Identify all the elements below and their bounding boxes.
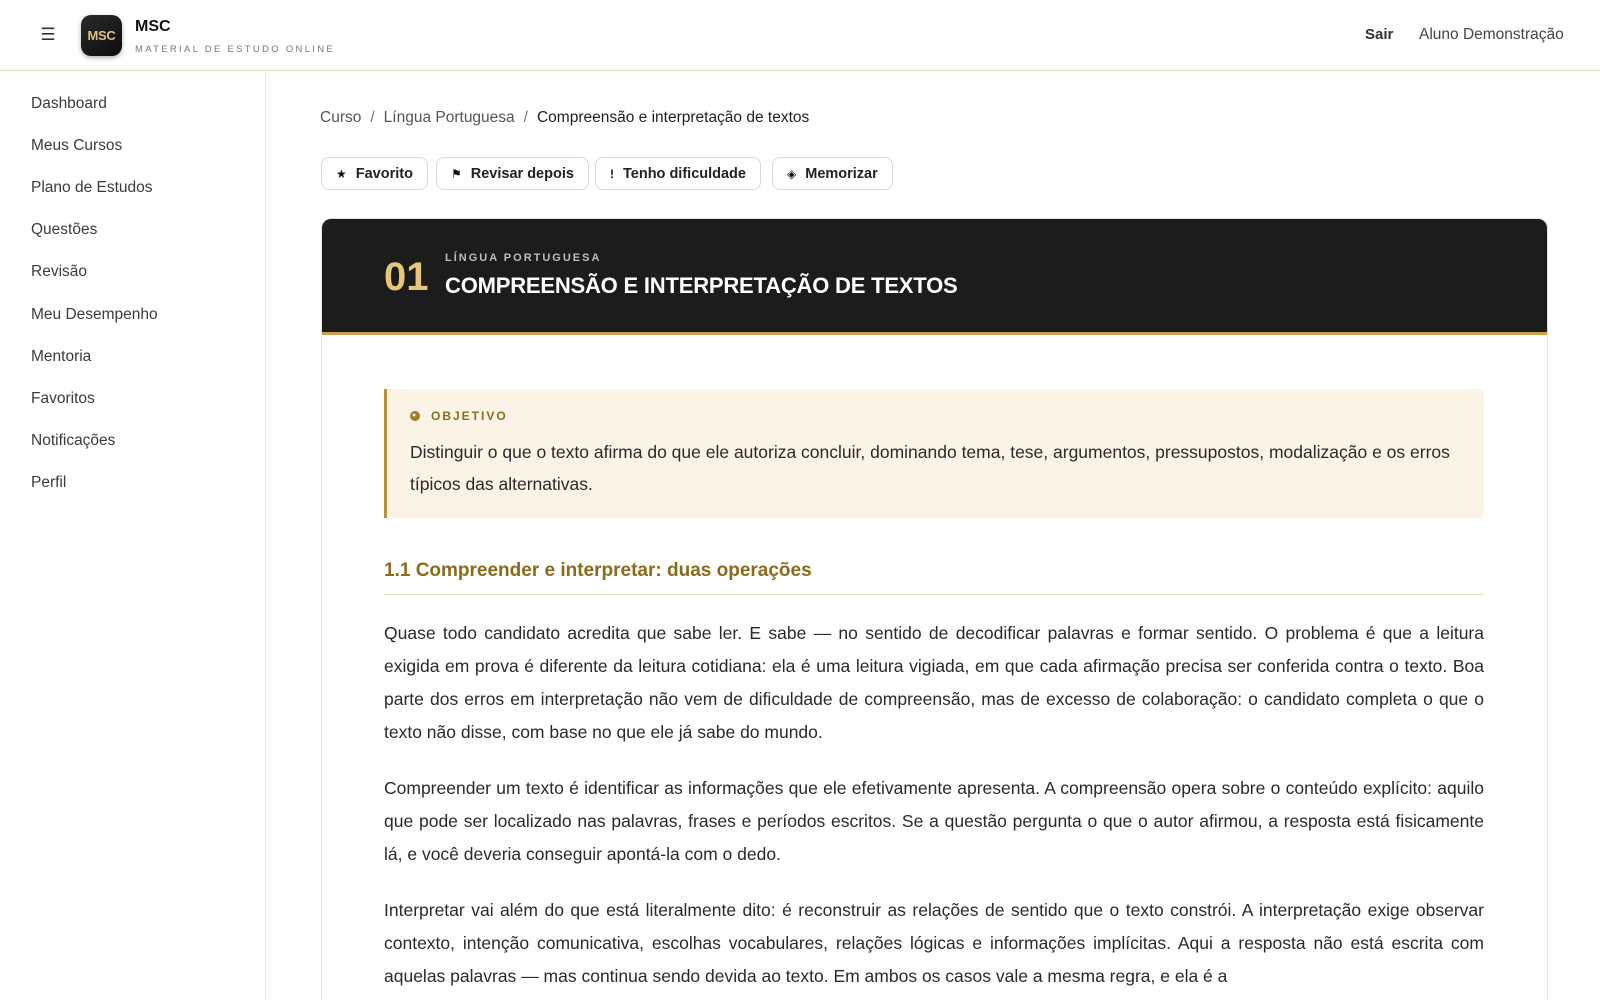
- favorite-button[interactable]: [321, 157, 428, 190]
- breadcrumb-separator: /: [370, 109, 375, 126]
- sidebar-item-notificacoes[interactable]: Notificações: [31, 432, 116, 449]
- sidebar: [0, 71, 266, 1000]
- sidebar-item-meus-cursos[interactable]: Meus Cursos: [31, 137, 123, 154]
- sidebar-item-questoes[interactable]: Questões: [31, 221, 98, 238]
- brand-name: MSC: [135, 18, 171, 35]
- chapter-header: [322, 219, 1547, 335]
- diamond-icon: ◈: [787, 166, 797, 181]
- sidebar-item-perfil[interactable]: Perfil: [31, 474, 67, 491]
- brand-tagline: MATERIAL DE ESTUDO ONLINE: [135, 44, 336, 55]
- sidebar-item-dashboard[interactable]: Dashboard: [31, 95, 107, 112]
- objective-label: [410, 409, 508, 423]
- chapter-number: 01: [384, 255, 429, 299]
- review-later-button[interactable]: [436, 157, 589, 190]
- breadcrumb-separator: /: [523, 109, 528, 126]
- review-later-button-label: Revisar depois: [470, 165, 574, 182]
- user-menu[interactable]: Aluno Demonstração: [1419, 26, 1564, 43]
- hamburger-menu-icon[interactable]: ☰: [40, 25, 56, 44]
- target-icon: ●: [411, 412, 419, 419]
- logout-button[interactable]: Sair: [1365, 26, 1394, 43]
- breadcrumb-curso[interactable]: Curso: [320, 109, 362, 126]
- sidebar-item-mentoria[interactable]: Mentoria: [31, 348, 92, 365]
- lesson-card: [321, 218, 1548, 1000]
- chapter-subject: LÍNGUA PORTUGUESA: [445, 252, 602, 264]
- objective-box: [384, 389, 1484, 518]
- memorize-button[interactable]: [772, 157, 893, 190]
- paragraph: Interpretar vai além do que está literalmente dito: é reconstruir as relações de sentido que o texto constrói. A interpretação exige observar contexto, intenção comunicativa, escolhas vocabulares, relações lógicas e informações implícitas. Aqui a resposta não está escrita com aquelas palavras — mas continua sendo devida ao texto. Em ambos os casos vale a mesma regra, e ela é a: [384, 900, 1484, 986]
- top-bar: [0, 0, 1600, 71]
- breadcrumb-lingua-portuguesa[interactable]: Língua Portuguesa: [383, 109, 515, 126]
- favorite-button-label: Favorito: [355, 165, 413, 182]
- flag-icon: ⚑: [451, 166, 462, 181]
- difficulty-button[interactable]: [595, 157, 761, 190]
- breadcrumb-current: Compreensão e interpretação de textos: [536, 109, 810, 126]
- sidebar-item-favoritos[interactable]: Favoritos: [31, 390, 95, 407]
- brand-logo[interactable]: MSC: [81, 15, 122, 56]
- sidebar-item-plano-de-estudos[interactable]: Plano de Estudos: [31, 179, 153, 196]
- paragraph: Quase todo candidato acredita que sabe ler. E sabe — no sentido de decodificar palavras e formar sentido. O problema é que a leitura exigida em prova é diferente da leitura cotidiana: ela é uma leitura vigiada, em que cada afirmação precisa ser conferida contra o texto. Boa parte dos erros em interpretação não vem de dificuldade de compreensão, mas de excesso de colaboração: o candidato completa o que o texto não disse, com base no que ele já sabe do mundo.: [384, 623, 1484, 742]
- paragraph: Compreender um texto é identificar as informações que ele efetivamente apresenta. A compreensão opera sobre o conteúdo explícito: aquilo que pode ser localizado nas palavras, frases e períodos escritos. Se a questão pergunta o que o autor afirmou, a resposta está fisicamente lá, e você deveria conseguir apontá-la com o dedo.: [384, 778, 1484, 864]
- objective-text: Distinguir o que o texto afirma do que ele autoriza concluir, dominando tema, tese, argumentos, pressupostos, modalização e os erros típicos das alternativas.: [410, 442, 1450, 494]
- chapter-title: COMPREENSÃO E INTERPRETAÇÃO DE TEXTOS: [445, 273, 958, 298]
- sidebar-item-revisao[interactable]: Revisão: [31, 263, 87, 280]
- star-icon: ★: [336, 166, 347, 181]
- sidebar-item-meu-desempenho[interactable]: Meu Desempenho: [31, 306, 158, 323]
- memorize-button-label: Memorizar: [805, 165, 878, 182]
- objective-label-text: OBJETIVO: [431, 409, 508, 423]
- exclamation-icon: !: [610, 166, 614, 181]
- section-title: 1.1 Compreender e interpretar: duas operações: [384, 560, 1484, 595]
- difficulty-button-label: Tenho dificuldade: [623, 165, 746, 182]
- breadcrumb: [320, 109, 809, 127]
